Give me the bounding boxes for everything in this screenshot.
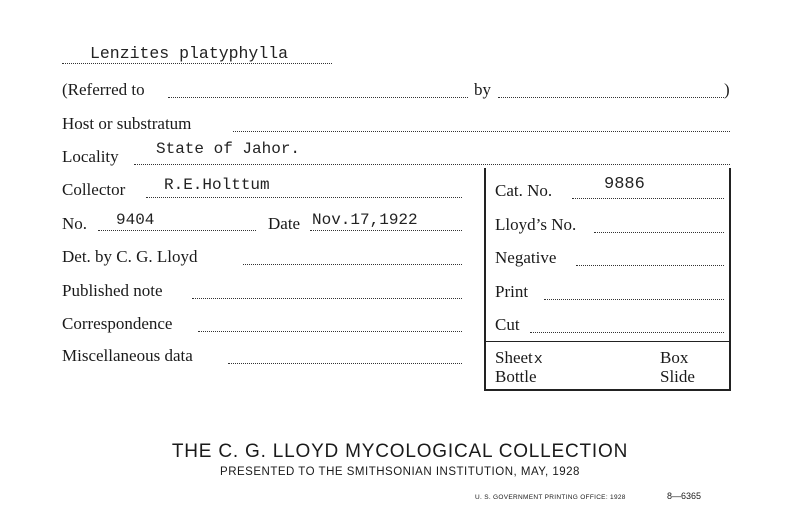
by-label: by: [474, 80, 491, 99]
no-label: No.: [62, 214, 88, 233]
box-divider: [484, 341, 731, 342]
published-note-line: [192, 298, 462, 299]
form-number: 8—6365: [667, 491, 702, 501]
printing-office: U. S. GOVERNMENT PRINTING OFFICE: 1928: [475, 494, 626, 501]
collector-label: Collector: [62, 180, 126, 199]
cat-no-label: Cat. No.: [495, 181, 553, 200]
miscellaneous-label: Miscellaneous data: [62, 346, 193, 365]
correspondence-line: [198, 331, 462, 332]
collector-value: R.E.Holttum: [164, 176, 270, 194]
no-value: 9404: [116, 211, 155, 229]
referred-to-line: [168, 97, 468, 98]
box-right-border: [729, 168, 731, 390]
box-label: Box: [660, 348, 689, 367]
miscellaneous-line: [228, 363, 462, 364]
locality-line: [134, 164, 730, 165]
det-by-line: [243, 264, 462, 265]
close-paren: ): [724, 80, 730, 99]
locality-value: State of Jahor.: [156, 140, 301, 158]
date-line: [310, 230, 462, 231]
lloyds-no-line: [594, 232, 724, 233]
sheet-mark: x: [533, 351, 543, 368]
host-label: Host or substratum: [62, 114, 192, 133]
cut-line: [530, 332, 724, 333]
cut-label: Cut: [495, 315, 520, 334]
locality-label: Locality: [62, 147, 119, 166]
collection-title: THE C. G. LLOYD MYCOLOGICAL COLLECTION: [171, 441, 629, 462]
det-by-label: Det. by C. G. Lloyd: [62, 247, 198, 266]
box-left-border: [484, 168, 486, 390]
box-bottom-border: [484, 389, 731, 391]
cat-no-line: [572, 198, 724, 199]
print-line: [544, 299, 724, 300]
host-line: [233, 131, 730, 132]
species-name: Lenzites platyphylla: [90, 44, 289, 63]
lloyds-no-label: Lloyd’s No.: [495, 215, 577, 234]
collection-subtitle: PRESENTED TO THE SMITHSONIAN INSTITUTION, MAY, 1928: [220, 466, 580, 478]
negative-label: Negative: [495, 248, 557, 267]
referred-to-label: (Referred to: [62, 80, 145, 99]
print-label: Print: [495, 282, 529, 301]
cat-no-value: 9886: [604, 175, 645, 194]
published-note-label: Published note: [62, 281, 163, 300]
date-label: Date: [268, 214, 301, 233]
species-line: [62, 63, 332, 64]
sheet-label: Sheetx: [495, 348, 543, 368]
correspondence-label: Correspondence: [62, 314, 173, 333]
by-line: [498, 97, 724, 98]
negative-line: [576, 265, 724, 266]
slide-label: Slide: [660, 367, 695, 386]
no-line: [98, 230, 256, 231]
bottle-label: Bottle: [495, 367, 537, 386]
date-value: Nov.17,1922: [312, 211, 418, 229]
collector-line: [146, 197, 462, 198]
